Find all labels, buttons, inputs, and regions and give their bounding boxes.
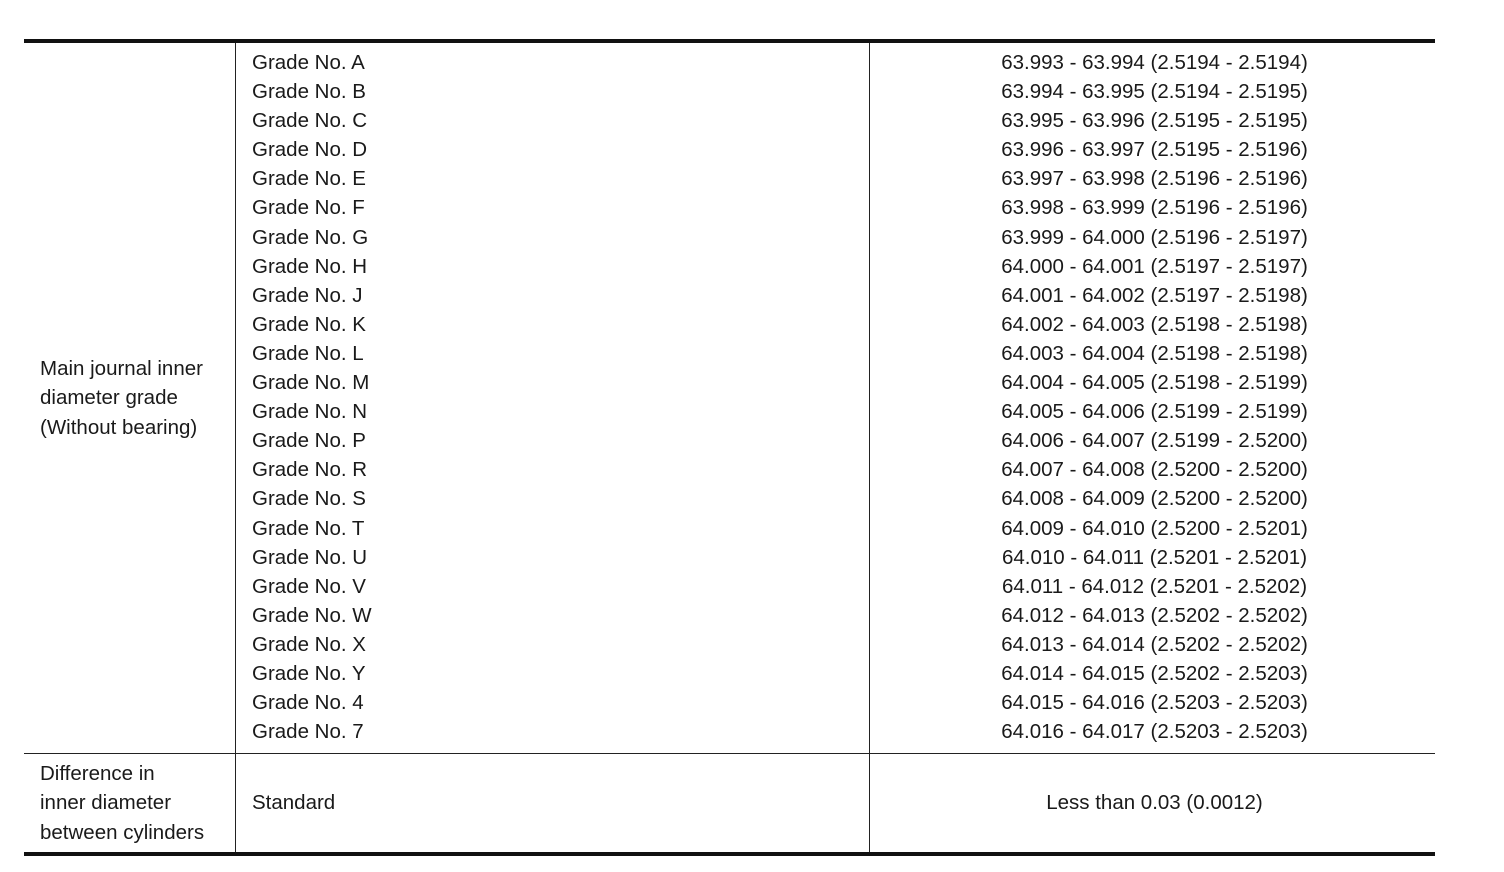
grade-value: 63.998 - 63.999 (2.5196 - 2.5196): [1001, 196, 1308, 220]
grade-list: [236, 43, 870, 753]
grade-value: 64.002 - 64.003 (2.5198 - 2.5198): [1001, 312, 1308, 336]
grade-value: 64.003 - 64.004 (2.5198 - 2.5198): [1001, 341, 1308, 365]
grade-value: 64.005 - 64.006 (2.5199 - 2.5199): [1001, 400, 1308, 424]
grade-value: 64.016 - 64.017 (2.5203 - 2.5203): [1001, 720, 1308, 744]
row-label: [40, 354, 203, 441]
row-label-line: (Without bearing): [40, 415, 198, 439]
grade-label: Grade No. D: [252, 138, 368, 162]
grade-label: Grade No. H: [252, 254, 368, 278]
grade-value: 63.997 - 63.998 (2.5196 - 2.5196): [1001, 167, 1308, 191]
row-label-line: inner diameter: [40, 791, 172, 815]
grade-value: 63.996 - 63.997 (2.5195 - 2.5196): [1001, 138, 1308, 162]
standard-label: Standard: [252, 791, 336, 815]
standard-cell: [236, 754, 870, 852]
grade-value: 64.011 - 64.012 (2.5201 - 2.5202): [1001, 574, 1308, 598]
table-row-difference: [24, 754, 1435, 852]
grade-value: 63.993 - 63.994 (2.5194 - 2.5194): [1001, 51, 1308, 74]
grade-value: 64.015 - 64.016 (2.5203 - 2.5203): [1001, 691, 1308, 715]
grade-label: Grade No. B: [252, 80, 366, 104]
grade-value: 64.012 - 64.013 (2.5202 - 2.5202): [1001, 603, 1308, 627]
grade-label: Grade No. S: [252, 487, 366, 511]
grade-value: 63.999 - 64.000 (2.5196 - 2.5197): [1001, 225, 1308, 249]
row-label-line: Main journal inner: [40, 357, 203, 381]
grade-label: Grade No. E: [252, 167, 366, 191]
value-list: [870, 43, 1435, 753]
grade-label: Grade No. R: [252, 458, 368, 482]
grade-label: Grade No. P: [252, 429, 366, 453]
grade-value: 63.994 - 63.995 (2.5194 - 2.5195): [1001, 80, 1308, 104]
grade-label: Grade No. M: [252, 371, 370, 395]
row-label: [40, 759, 204, 846]
spec-table: [24, 39, 1435, 856]
grade-value: 64.000 - 64.001 (2.5197 - 2.5197): [1001, 254, 1308, 278]
standard-value: Less than 0.03 (0.0012): [1046, 791, 1263, 815]
grade-label: Grade No. N: [252, 400, 368, 424]
grade-value: 64.001 - 64.002 (2.5197 - 2.5198): [1001, 283, 1308, 307]
grade-label: Grade No. T: [252, 516, 365, 540]
grade-value: 64.013 - 64.014 (2.5202 - 2.5202): [1001, 632, 1308, 656]
grade-label: Grade No. 4: [252, 691, 364, 715]
grade-label: Grade No. J: [252, 283, 363, 307]
grade-label: Grade No. C: [252, 109, 368, 133]
grade-label: Grade No. 7: [252, 720, 364, 744]
grade-label: Grade No. K: [252, 312, 366, 336]
row-label-line: between cylinders: [40, 820, 205, 844]
grade-label: Grade No. V: [252, 574, 366, 598]
row-label-cell: [24, 754, 236, 852]
grade-label: Grade No. Y: [252, 661, 366, 685]
grade-label: Grade No. G: [252, 225, 369, 249]
row-label-line: Difference in: [40, 762, 155, 786]
grade-value: 64.014 - 64.015 (2.5202 - 2.5203): [1001, 661, 1308, 685]
grade-label: Grade No. F: [252, 196, 365, 220]
grade-value: 64.007 - 64.008 (2.5200 - 2.5200): [1001, 458, 1308, 482]
table-row-grade: [24, 43, 1435, 754]
row-label-cell: [24, 43, 236, 753]
grade-value: 64.010 - 64.011 (2.5201 - 2.5201): [1001, 545, 1308, 569]
grade-label: Grade No. L: [252, 341, 364, 365]
grade-value: 63.995 - 63.996 (2.5195 - 2.5195): [1001, 109, 1308, 133]
standard-value-cell: [870, 754, 1435, 852]
grade-value: 64.004 - 64.005 (2.5198 - 2.5199): [1001, 371, 1308, 395]
grade-label: Grade No. A: [252, 51, 365, 74]
grade-label: Grade No. W: [252, 603, 372, 627]
grade-value: 64.006 - 64.007 (2.5199 - 2.5200): [1001, 429, 1308, 453]
grade-value: 64.009 - 64.010 (2.5200 - 2.5201): [1001, 516, 1308, 540]
row-label-line: diameter grade: [40, 386, 178, 410]
grade-label: Grade No. X: [252, 632, 366, 656]
grade-label: Grade No. U: [252, 545, 368, 569]
grade-value: 64.008 - 64.009 (2.5200 - 2.5200): [1001, 487, 1308, 511]
